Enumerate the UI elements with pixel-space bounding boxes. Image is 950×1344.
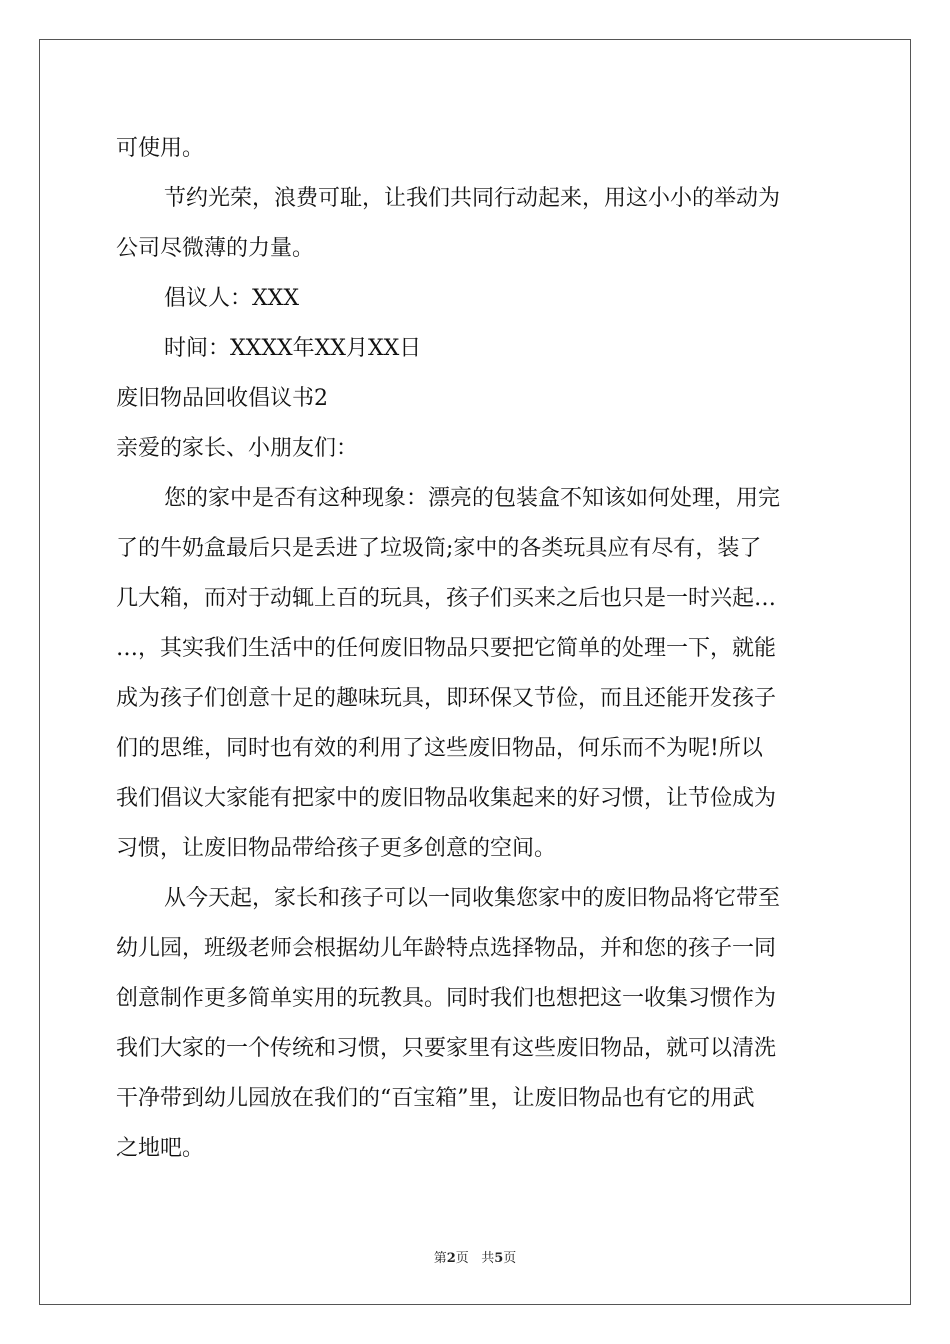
text-line: 我们大家的一个传统和习惯，只要家里有这些废旧物品，就可以清洗 [116, 1036, 777, 1061]
initiator-line: 倡议人：XXX [164, 286, 299, 311]
text-line: 可使用。 [116, 136, 205, 161]
text-line: 创意制作更多简单实用的玩教具。同时我们也想把这一收集习惯作为 [116, 986, 777, 1011]
text-line: 您的家中是否有这种现象：漂亮的包装盒不知该如何处理，用完 [164, 486, 781, 511]
text-line: 成为孩子们创意十足的趣味玩具，即环保又节俭，而且还能开发孩子 [116, 686, 777, 711]
text-line: 节约光荣，浪费可耻，让我们共同行动起来，用这小小的举动为 [164, 186, 781, 211]
document-body [116, 124, 836, 1174]
page-suffix: 页 [455, 1251, 469, 1266]
text-line: 从今天起，家长和孩子可以一同收集您家中的废旧物品将它带至 [164, 886, 781, 911]
text-line: 幼儿园，班级老师会根据幼儿年龄特点选择物品，并和您的孩子一同 [116, 936, 777, 961]
text-line: 几大箱，而对于动辄上百的玩具，孩子们买来之后也只是一时兴起… [116, 586, 777, 611]
text-line: 之地吧。 [116, 1136, 205, 1161]
text-line: 干净带到幼儿园放在我们的“百宝箱”里，让废旧物品也有它的用武 [116, 1086, 755, 1111]
text-line: 们的思维，同时也有效的利用了这些废旧物品，何乐而不为呢!所以 [116, 736, 763, 761]
section-title: 废旧物品回收倡议书2 [116, 386, 328, 411]
total-suffix: 页 [503, 1251, 517, 1266]
total-prefix: 共 [481, 1251, 495, 1266]
date-line: 时间：XXXX年XX月XX日 [164, 336, 422, 361]
text-line: …，其实我们生活中的任何废旧物品只要把它简单的处理一下，就能 [116, 636, 777, 661]
page-footer [0, 1247, 950, 1266]
salutation: 亲爱的家长、小朋友们： [116, 436, 359, 461]
text-line: 公司尽微薄的力量。 [116, 236, 315, 261]
text-line: 了的牛奶盒最后只是丢进了垃圾筒;家中的各类玩具应有尽有，装了 [116, 536, 762, 561]
total-pages: 5 [494, 1251, 504, 1266]
page-number: 2 [446, 1251, 456, 1266]
page-prefix: 第 [433, 1251, 447, 1266]
text-line: 我们倡议大家能有把家中的废旧物品收集起来的好习惯，让节俭成为 [116, 786, 777, 811]
text-line: 习惯，让废旧物品带给孩子更多创意的空间。 [116, 836, 557, 861]
